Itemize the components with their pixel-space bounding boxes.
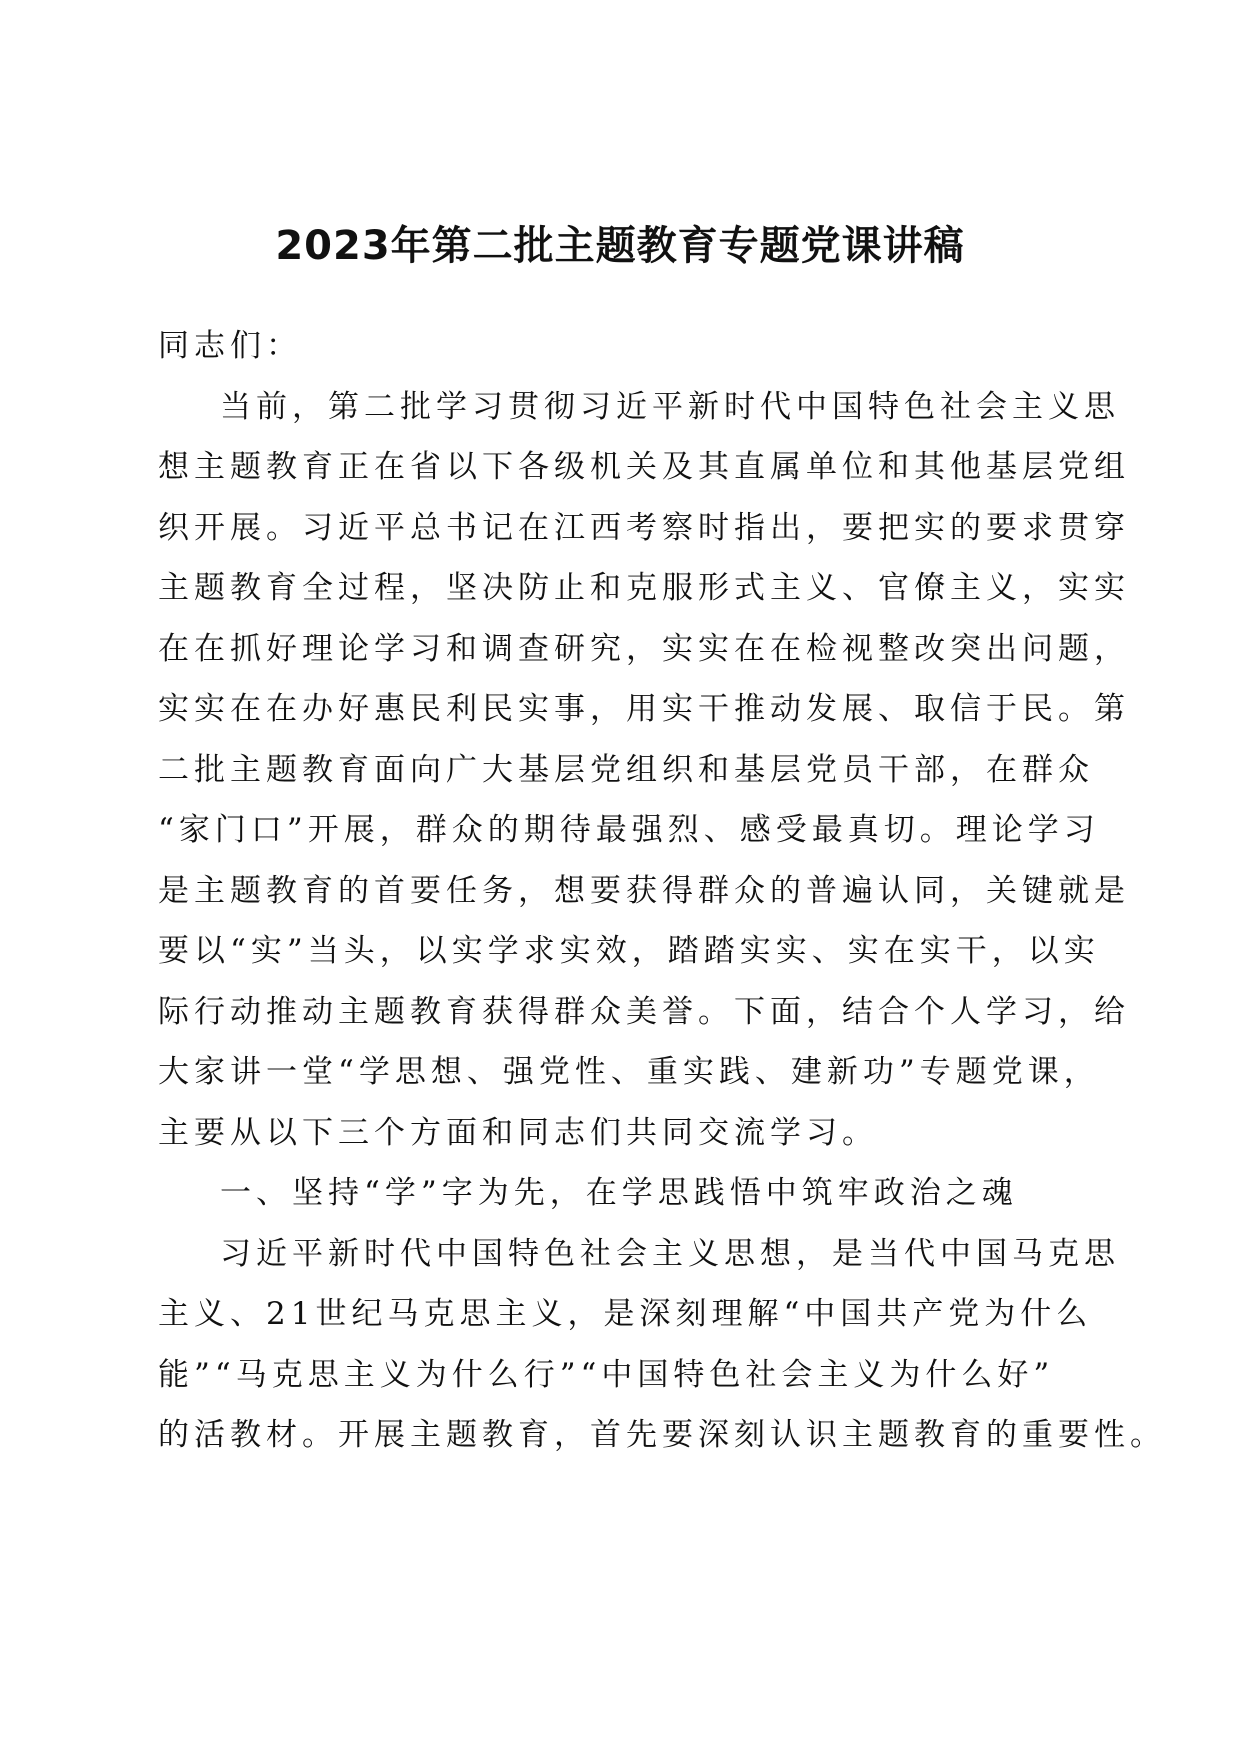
salutation: 同志们：	[158, 328, 302, 364]
paragraph-1-line: 织开展。习近平总书记在江西考察时指出，要把实的要求贯穿	[158, 509, 1130, 546]
paragraph-2-line: 习近平新时代中国特色社会主义思想，是当代中国马克思	[220, 1235, 1120, 1272]
paragraph-2-line: 能”“马克思主义为什么行”“中国特色社会主义为什么好”	[158, 1356, 1055, 1393]
paragraph-1-line: 际行动推动主题教育获得群众美誉。下面，结合个人学习，给	[158, 993, 1130, 1030]
paragraph-1-line: 主要从以下三个方面和同志们共同交流学习。	[158, 1114, 878, 1151]
paragraph-1-line: “家门口”开展，群众的期待最强烈、感受最真切。理论学习	[158, 812, 1100, 848]
paragraph-1-line: 实实在在办好惠民利民实事，用实干推动发展、取信于民。第	[158, 691, 1130, 727]
paragraph-2	[158, 1224, 1166, 1466]
paragraph-1-line: 在在抓好理论学习和调查研究，实实在在检视整改突出问题，	[158, 630, 1130, 667]
paragraph-1-line: 主题教育全过程，坚决防止和克服形式主义、官僚主义，实实	[158, 570, 1130, 606]
document-body	[158, 316, 1166, 1466]
paragraph-1	[158, 377, 1130, 1164]
paragraph-1-line: 大家讲一堂“学思想、强党性、重实践、建新功”专题党课，	[158, 1054, 1100, 1090]
paragraph-1-line: 是主题教育的首要任务，想要获得群众的普遍认同，关键就是	[158, 872, 1130, 909]
paragraph-1-line: 当前，第二批学习贯彻习近平新时代中国特色社会主义思	[220, 388, 1120, 425]
paragraph-1-line: 想主题教育正在省以下各级机关及其直属单位和其他基层党组	[158, 449, 1130, 485]
paragraph-1-line: 二批主题教育面向广大基层党组织和基层党员干部，在群众	[158, 751, 1094, 788]
paragraph-2-line: 主义、21世纪马克思主义，是深刻理解“中国共产党为什么	[158, 1296, 1093, 1332]
paragraph-1-line: 要以“实”当头，以实学求实效，踏踏实实、实在实干，以实	[158, 933, 1100, 969]
paragraph-2-line: 的活教材。开展主题教育，首先要深刻认识主题教育的重要性。	[158, 1417, 1166, 1453]
document-title: 2023年第二批主题教育专题党课讲稿	[275, 223, 965, 269]
section-1-heading: 一、坚持“学”字为先，在学思践悟中筑牢政治之魂	[220, 1175, 1018, 1211]
